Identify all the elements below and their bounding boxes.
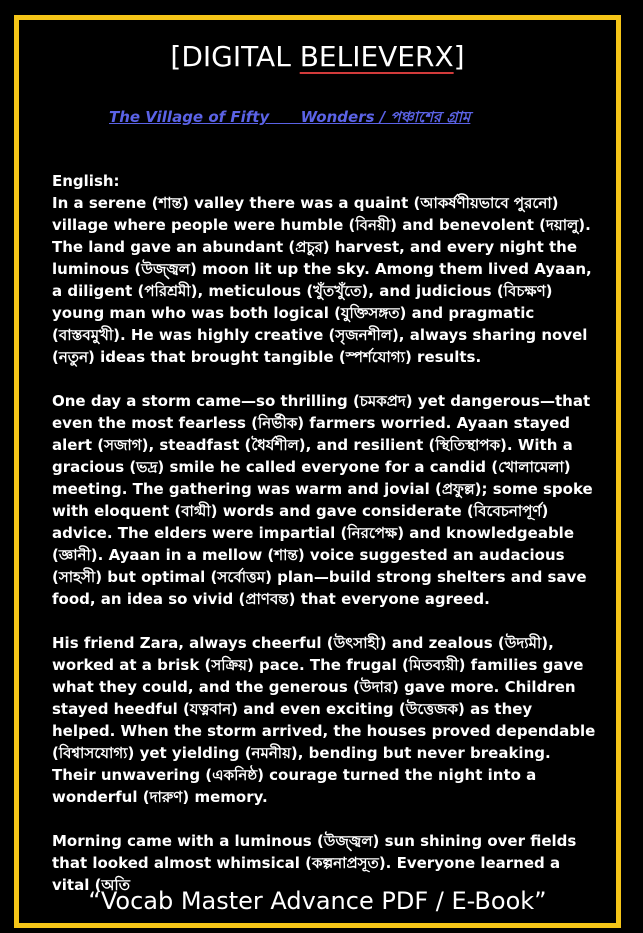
document-frame — [14, 15, 621, 928]
story-title-link[interactable]: The Village of Fifty Wonders / পঞ্চাশের গ্রাম — [109, 108, 471, 126]
paragraph-2: One day a storm came—so thrilling (চমকপ্রদ) yet dangerous—that even the most fearless (নির্ভীক) farmers worried. Ayaan stayed alert (সজাগ), steadfast (ধৈর্যশীল), and resilient (স্থিতিস্থাপক). With a gracious (ভদ্র) smile he called everyone for a candid (খোলামেলা) meeting. The gathering was warm and jovial (প্রফুল্ল); some spoke with eloquent (বাগ্মী) words and gave considerate (বিবেচনাপূর্ণ) advice. The elders were impartial (নিরপেক্ষ) and knowledgeable (জ্ঞানী). Ayaan in a mellow (শান্ত) voice suggested an audacious (সাহসী) but optimal (সর্বোত্তম) plan—build strong shelters and save food, an idea so vivid (প্রাণবন্ত) that everyone agreed. — [52, 392, 593, 608]
paragraph-3: His friend Zara, always cheerful (উৎসাহী) and zealous (উদ্যমী), worked at a brisk (সক্রিয়) pace. The frugal (মিতব্যয়ী) families gave what they could, and the generous (উদার) gave more. Children stayed heedful (যত্নবান) and even exciting (উত্তেজক) as they helped. When the storm arrived, the houses proved dependable (বিশ্বাসযোগ্য) yet yielding (নমনীয়), bending but never breaking. Their unwavering (একনিষ্ঠ) courage turned the night into a wonderful (দারুণ) memory. — [52, 634, 596, 806]
paragraph-4: Morning came with a luminous (উজ্জ্বল) sun shining over fields that looked almost whimsical (কল্পনাপ্রসূত). Everyone learned a vital (অতি — [52, 832, 577, 894]
header-suffix: ] — [453, 40, 465, 73]
header-prefix: [DIGITAL — [170, 40, 300, 73]
story-body — [52, 170, 597, 918]
paragraph-1: In a serene (শান্ত) valley there was a quaint (আকর্ষণীয়ভাবে পুরনো) village where people were humble (বিনয়ী) and benevolent (দয়ালু). The land gave an abundant (প্রচুর) harvest, and every night the luminous (উজ্জ্বল) moon lit up the sky. Among them lived Ayaan, a diligent (পরিশ্রমী), meticulous (খুঁতখুঁতে), and judicious (বিচক্ষণ) young man who was both logical (যুক্তিসঙ্গত) and pragmatic (বাস্তবমুখী). He was highly creative (সৃজনশীল), always sharing novel (নতুন) ideas that brought tangible (স্পর্শযোগ্য) results. — [52, 194, 592, 366]
header-brand: BELIEVERX — [299, 40, 454, 73]
page-header — [19, 40, 616, 73]
footer-caption: “Vocab Master Advance PDF / E-Book” — [88, 887, 547, 915]
section-label: English: — [52, 172, 120, 190]
